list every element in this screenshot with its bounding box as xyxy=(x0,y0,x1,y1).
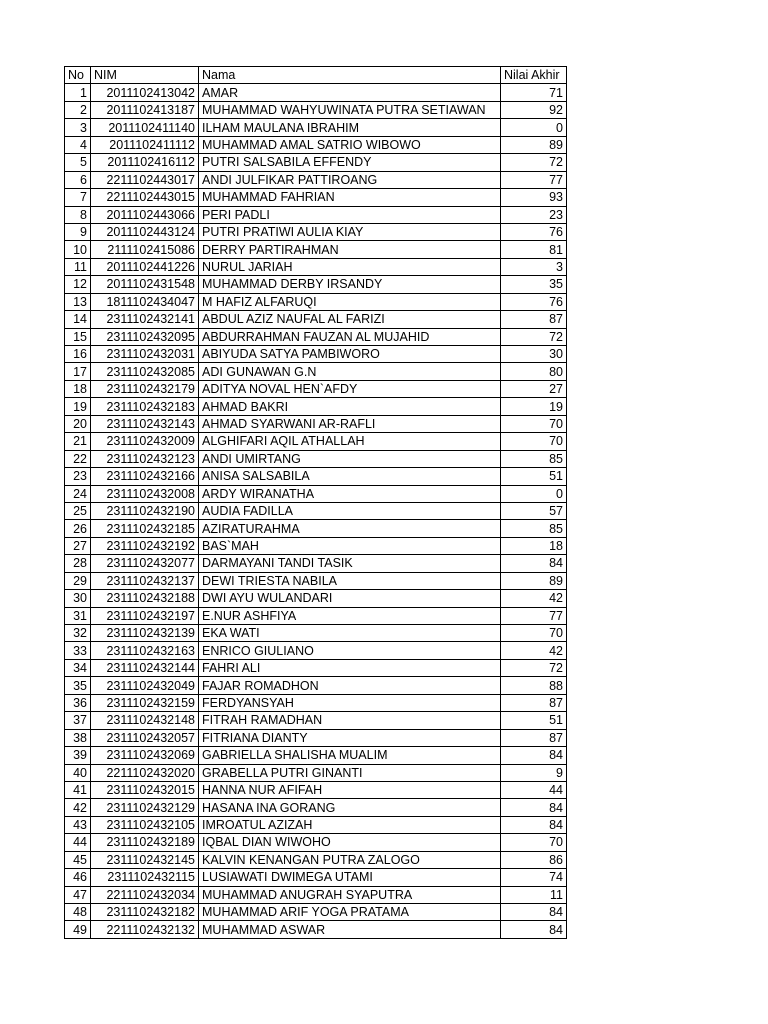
cell-nama: PUTRI PRATIWI AULIA KIAY xyxy=(199,223,501,240)
cell-nilai-akhir: 71 xyxy=(501,84,567,101)
cell-nilai-akhir: 86 xyxy=(501,851,567,868)
table-row xyxy=(65,851,567,868)
cell-nama: AMAR xyxy=(199,84,501,101)
cell-nim: 2311102432148 xyxy=(91,712,199,729)
cell-nama: AUDIA FADILLA xyxy=(199,502,501,519)
table-row xyxy=(65,84,567,101)
cell-no: 42 xyxy=(65,799,91,816)
cell-nilai-akhir: 0 xyxy=(501,485,567,502)
table-row xyxy=(65,241,567,258)
cell-no: 11 xyxy=(65,258,91,275)
cell-nama: GRABELLA PUTRI GINANTI xyxy=(199,764,501,781)
cell-nama: IQBAL DIAN WIWOHO xyxy=(199,834,501,851)
cell-no: 10 xyxy=(65,241,91,258)
cell-nim: 2311102432105 xyxy=(91,816,199,833)
table-row xyxy=(65,869,567,886)
cell-nilai-akhir: 77 xyxy=(501,171,567,188)
cell-nama: M HAFIZ ALFARUQI xyxy=(199,293,501,310)
cell-nim: 2011102413042 xyxy=(91,84,199,101)
cell-nim: 2311102432137 xyxy=(91,572,199,589)
cell-nilai-akhir: 76 xyxy=(501,293,567,310)
cell-nilai-akhir: 42 xyxy=(501,590,567,607)
table-row xyxy=(65,694,567,711)
cell-nilai-akhir: 18 xyxy=(501,537,567,554)
cell-nim: 2211102432020 xyxy=(91,764,199,781)
cell-no: 27 xyxy=(65,537,91,554)
table-row xyxy=(65,572,567,589)
cell-nama: MUHAMMAD WAHYUWINATA PUTRA SETIAWAN xyxy=(199,101,501,118)
cell-no: 3 xyxy=(65,119,91,136)
cell-nim: 2311102432188 xyxy=(91,590,199,607)
cell-nim: 2311102432095 xyxy=(91,328,199,345)
cell-no: 37 xyxy=(65,712,91,729)
cell-no: 9 xyxy=(65,223,91,240)
table-row xyxy=(65,468,567,485)
cell-nilai-akhir: 51 xyxy=(501,712,567,729)
cell-no: 15 xyxy=(65,328,91,345)
cell-nilai-akhir: 87 xyxy=(501,729,567,746)
cell-nama: AZIRATURAHMA xyxy=(199,520,501,537)
cell-nilai-akhir: 85 xyxy=(501,520,567,537)
cell-nama: IMROATUL AZIZAH xyxy=(199,816,501,833)
cell-nilai-akhir: 84 xyxy=(501,799,567,816)
cell-nilai-akhir: 84 xyxy=(501,816,567,833)
cell-nim: 2311102432077 xyxy=(91,555,199,572)
cell-nilai-akhir: 93 xyxy=(501,189,567,206)
cell-nim: 2311102432166 xyxy=(91,468,199,485)
table-row xyxy=(65,328,567,345)
cell-no: 48 xyxy=(65,904,91,921)
cell-nim: 2311102432115 xyxy=(91,869,199,886)
cell-nama: AHMAD SYARWANI AR-RAFLI xyxy=(199,415,501,432)
cell-no: 13 xyxy=(65,293,91,310)
cell-nim: 2211102443015 xyxy=(91,189,199,206)
cell-nilai-akhir: 9 xyxy=(501,764,567,781)
cell-no: 47 xyxy=(65,886,91,903)
table-row xyxy=(65,537,567,554)
cell-nama: ABDURRAHMAN FAUZAN AL MUJAHID xyxy=(199,328,501,345)
cell-nama: ENRICO GIULIANO xyxy=(199,642,501,659)
cell-nim: 2211102443017 xyxy=(91,171,199,188)
table-row xyxy=(65,659,567,676)
cell-nilai-akhir: 44 xyxy=(501,781,567,798)
cell-nim: 1811102434047 xyxy=(91,293,199,310)
cell-nilai-akhir: 72 xyxy=(501,659,567,676)
cell-nim: 2311102432129 xyxy=(91,799,199,816)
cell-nim: 2011102441226 xyxy=(91,258,199,275)
cell-nim: 2311102432031 xyxy=(91,346,199,363)
cell-no: 23 xyxy=(65,468,91,485)
cell-nim: 2311102432189 xyxy=(91,834,199,851)
table-row xyxy=(65,729,567,746)
cell-nama: FAHRI ALI xyxy=(199,659,501,676)
table-body xyxy=(65,84,567,938)
cell-nilai-akhir: 11 xyxy=(501,886,567,903)
cell-nilai-akhir: 80 xyxy=(501,363,567,380)
cell-nama: AHMAD BAKRI xyxy=(199,398,501,415)
table-row xyxy=(65,712,567,729)
cell-no: 17 xyxy=(65,363,91,380)
cell-nama: ABDUL AZIZ NAUFAL AL FARIZI xyxy=(199,311,501,328)
cell-no: 43 xyxy=(65,816,91,833)
cell-nama: ILHAM MAULANA IBRAHIM xyxy=(199,119,501,136)
cell-nama: ANDI UMIRTANG xyxy=(199,450,501,467)
table-row xyxy=(65,311,567,328)
cell-nama: FERDYANSYAH xyxy=(199,694,501,711)
table-row xyxy=(65,485,567,502)
cell-nilai-akhir: 30 xyxy=(501,346,567,363)
cell-nilai-akhir: 23 xyxy=(501,206,567,223)
cell-nim: 2111102415086 xyxy=(91,241,199,258)
cell-no: 35 xyxy=(65,677,91,694)
header-row xyxy=(65,67,567,84)
cell-nama: PERI PADLI xyxy=(199,206,501,223)
table-row xyxy=(65,747,567,764)
cell-nama: MUHAMMAD ARIF YOGA PRATAMA xyxy=(199,904,501,921)
table-row xyxy=(65,346,567,363)
cell-nilai-akhir: 84 xyxy=(501,555,567,572)
cell-no: 19 xyxy=(65,398,91,415)
cell-nama: FITRIANA DIANTY xyxy=(199,729,501,746)
cell-nilai-akhir: 76 xyxy=(501,223,567,240)
table-row xyxy=(65,834,567,851)
cell-nilai-akhir: 51 xyxy=(501,468,567,485)
table-row xyxy=(65,154,567,171)
cell-no: 20 xyxy=(65,415,91,432)
cell-no: 21 xyxy=(65,433,91,450)
table-row xyxy=(65,677,567,694)
cell-nilai-akhir: 74 xyxy=(501,869,567,886)
table-row xyxy=(65,921,567,938)
cell-no: 14 xyxy=(65,311,91,328)
cell-no: 36 xyxy=(65,694,91,711)
cell-nilai-akhir: 87 xyxy=(501,311,567,328)
cell-no: 31 xyxy=(65,607,91,624)
cell-no: 5 xyxy=(65,154,91,171)
cell-nim: 2311102432143 xyxy=(91,415,199,432)
cell-nim: 2311102432123 xyxy=(91,450,199,467)
table-row xyxy=(65,502,567,519)
cell-nama: EKA WATI xyxy=(199,625,501,642)
cell-no: 26 xyxy=(65,520,91,537)
cell-nama: MUHAMMAD DERBY IRSANDY xyxy=(199,276,501,293)
cell-no: 1 xyxy=(65,84,91,101)
cell-nama: ALGHIFARI AQIL ATHALLAH xyxy=(199,433,501,450)
cell-nama: DERRY PARTIRAHMAN xyxy=(199,241,501,258)
cell-nilai-akhir: 70 xyxy=(501,625,567,642)
cell-nilai-akhir: 35 xyxy=(501,276,567,293)
cell-nama: GABRIELLA SHALISHA MUALIM xyxy=(199,747,501,764)
cell-nilai-akhir: 84 xyxy=(501,921,567,938)
cell-nim: 2311102432008 xyxy=(91,485,199,502)
cell-nama: FAJAR ROMADHON xyxy=(199,677,501,694)
cell-nim: 2011102443124 xyxy=(91,223,199,240)
cell-no: 12 xyxy=(65,276,91,293)
table-row xyxy=(65,590,567,607)
table-row xyxy=(65,398,567,415)
cell-nim: 2311102432141 xyxy=(91,311,199,328)
table-row xyxy=(65,520,567,537)
cell-no: 34 xyxy=(65,659,91,676)
cell-nim: 2311102432197 xyxy=(91,607,199,624)
cell-nama: BAS`MAH xyxy=(199,537,501,554)
table-row xyxy=(65,886,567,903)
table-row xyxy=(65,450,567,467)
cell-nim: 2011102411112 xyxy=(91,136,199,153)
cell-nama: ADITYA NOVAL HEN`AFDY xyxy=(199,380,501,397)
cell-no: 7 xyxy=(65,189,91,206)
cell-no: 39 xyxy=(65,747,91,764)
cell-no: 41 xyxy=(65,781,91,798)
table-row xyxy=(65,625,567,642)
cell-no: 30 xyxy=(65,590,91,607)
cell-no: 22 xyxy=(65,450,91,467)
cell-nim: 2311102432163 xyxy=(91,642,199,659)
cell-nama: FITRAH RAMADHAN xyxy=(199,712,501,729)
cell-no: 40 xyxy=(65,764,91,781)
cell-nim: 2311102432057 xyxy=(91,729,199,746)
cell-nama: PUTRI SALSABILA EFFENDY xyxy=(199,154,501,171)
cell-no: 33 xyxy=(65,642,91,659)
cell-nama: MUHAMMAD ASWAR xyxy=(199,921,501,938)
cell-nim: 2311102432183 xyxy=(91,398,199,415)
grades-table xyxy=(64,66,567,939)
cell-nilai-akhir: 84 xyxy=(501,747,567,764)
table-row xyxy=(65,223,567,240)
cell-nim: 2311102432192 xyxy=(91,537,199,554)
table-row xyxy=(65,206,567,223)
table-row xyxy=(65,764,567,781)
table-row xyxy=(65,415,567,432)
cell-nilai-akhir: 81 xyxy=(501,241,567,258)
cell-nilai-akhir: 70 xyxy=(501,433,567,450)
table-row xyxy=(65,171,567,188)
cell-nilai-akhir: 27 xyxy=(501,380,567,397)
cell-no: 8 xyxy=(65,206,91,223)
table-row xyxy=(65,642,567,659)
table-row xyxy=(65,799,567,816)
cell-nilai-akhir: 19 xyxy=(501,398,567,415)
cell-nilai-akhir: 77 xyxy=(501,607,567,624)
cell-nama: DARMAYANI TANDI TASIK xyxy=(199,555,501,572)
cell-nim: 2311102432144 xyxy=(91,659,199,676)
cell-nim: 2311102432145 xyxy=(91,851,199,868)
cell-nim: 2311102432009 xyxy=(91,433,199,450)
cell-nim: 2011102443066 xyxy=(91,206,199,223)
cell-nama: MUHAMMAD AMAL SATRIO WIBOWO xyxy=(199,136,501,153)
cell-no: 6 xyxy=(65,171,91,188)
cell-nilai-akhir: 92 xyxy=(501,101,567,118)
table-row xyxy=(65,607,567,624)
table-row xyxy=(65,380,567,397)
cell-no: 4 xyxy=(65,136,91,153)
table-row xyxy=(65,781,567,798)
table-row xyxy=(65,276,567,293)
table-row xyxy=(65,258,567,275)
header-no: No xyxy=(65,67,91,84)
cell-nilai-akhir: 84 xyxy=(501,904,567,921)
table-row xyxy=(65,119,567,136)
cell-nama: ARDY WIRANATHA xyxy=(199,485,501,502)
cell-nama: ANISA SALSABILA xyxy=(199,468,501,485)
cell-nama: DEWI TRIESTA NABILA xyxy=(199,572,501,589)
cell-nim: 2311102432179 xyxy=(91,380,199,397)
cell-nim: 2011102416112 xyxy=(91,154,199,171)
cell-no: 25 xyxy=(65,502,91,519)
cell-nilai-akhir: 85 xyxy=(501,450,567,467)
cell-nama: HASANA INA GORANG xyxy=(199,799,501,816)
cell-nilai-akhir: 72 xyxy=(501,154,567,171)
table-row xyxy=(65,101,567,118)
cell-nilai-akhir: 88 xyxy=(501,677,567,694)
cell-nama: NURUL JARIAH xyxy=(199,258,501,275)
cell-nama: KALVIN KENANGAN PUTRA ZALOGO xyxy=(199,851,501,868)
cell-no: 16 xyxy=(65,346,91,363)
cell-nim: 2311102432085 xyxy=(91,363,199,380)
cell-no: 24 xyxy=(65,485,91,502)
table-row xyxy=(65,433,567,450)
cell-no: 18 xyxy=(65,380,91,397)
cell-no: 44 xyxy=(65,834,91,851)
cell-nilai-akhir: 72 xyxy=(501,328,567,345)
cell-nim: 2311102432182 xyxy=(91,904,199,921)
cell-no: 32 xyxy=(65,625,91,642)
table-row xyxy=(65,816,567,833)
cell-nilai-akhir: 57 xyxy=(501,502,567,519)
cell-nama: MUHAMMAD FAHRIAN xyxy=(199,189,501,206)
header-nilai-akhir: Nilai Akhir xyxy=(501,67,567,84)
cell-nama: ABIYUDA SATYA PAMBIWORO xyxy=(199,346,501,363)
cell-nilai-akhir: 70 xyxy=(501,415,567,432)
cell-nim: 2211102432034 xyxy=(91,886,199,903)
table-row xyxy=(65,555,567,572)
table-row xyxy=(65,189,567,206)
cell-nilai-akhir: 0 xyxy=(501,119,567,136)
cell-nama: ANDI JULFIKAR PATTIROANG xyxy=(199,171,501,188)
cell-nim: 2311102432159 xyxy=(91,694,199,711)
cell-nama: ADI GUNAWAN G.N xyxy=(199,363,501,380)
cell-nim: 2311102432015 xyxy=(91,781,199,798)
cell-no: 46 xyxy=(65,869,91,886)
cell-nama: HANNA NUR AFIFAH xyxy=(199,781,501,798)
cell-nim: 2011102431548 xyxy=(91,276,199,293)
cell-nilai-akhir: 42 xyxy=(501,642,567,659)
cell-nama: E.NUR ASHFIYA xyxy=(199,607,501,624)
table-row xyxy=(65,293,567,310)
table-row xyxy=(65,136,567,153)
table-row xyxy=(65,904,567,921)
cell-no: 38 xyxy=(65,729,91,746)
table-row xyxy=(65,363,567,380)
cell-no: 28 xyxy=(65,555,91,572)
cell-no: 29 xyxy=(65,572,91,589)
cell-nilai-akhir: 89 xyxy=(501,136,567,153)
cell-nim: 2011102411140 xyxy=(91,119,199,136)
cell-no: 2 xyxy=(65,101,91,118)
cell-nim: 2311102432049 xyxy=(91,677,199,694)
cell-nama: MUHAMMAD ANUGRAH SYAPUTRA xyxy=(199,886,501,903)
cell-nama: DWI AYU WULANDARI xyxy=(199,590,501,607)
cell-nim: 2311102432185 xyxy=(91,520,199,537)
cell-nama: LUSIAWATI DWIMEGA UTAMI xyxy=(199,869,501,886)
cell-no: 49 xyxy=(65,921,91,938)
cell-nim: 2311102432190 xyxy=(91,502,199,519)
cell-nim: 2011102413187 xyxy=(91,101,199,118)
header-nama: Nama xyxy=(199,67,501,84)
cell-nim: 2211102432132 xyxy=(91,921,199,938)
cell-nim: 2311102432139 xyxy=(91,625,199,642)
cell-nilai-akhir: 89 xyxy=(501,572,567,589)
header-nim: NIM xyxy=(91,67,199,84)
cell-nim: 2311102432069 xyxy=(91,747,199,764)
cell-nilai-akhir: 3 xyxy=(501,258,567,275)
cell-no: 45 xyxy=(65,851,91,868)
cell-nilai-akhir: 87 xyxy=(501,694,567,711)
cell-nilai-akhir: 70 xyxy=(501,834,567,851)
